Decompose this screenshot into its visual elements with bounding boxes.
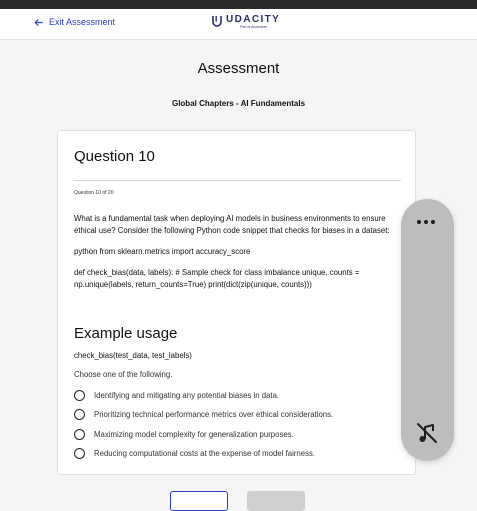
logo-subtext: Part of Accenture	[240, 25, 267, 29]
answer-option[interactable]	[74, 448, 404, 460]
example-usage-code: check_bias(test_data, test_labels)	[74, 351, 192, 360]
udacity-mark-icon	[212, 15, 222, 33]
answer-option-label: Identifying and mitigating any potential biases in data.	[94, 390, 280, 400]
answer-options	[74, 389, 404, 467]
top-header	[0, 9, 477, 40]
answer-option[interactable]	[74, 428, 404, 440]
page-title: Assessment	[197, 60, 280, 77]
radio-button[interactable]	[74, 390, 85, 401]
example-usage-heading: Example usage	[74, 325, 178, 342]
udacity-logo	[212, 15, 280, 33]
dot	[424, 220, 428, 224]
radio-button[interactable]	[74, 448, 85, 459]
question-paragraph: What is a fundamental task when deploying AI models in business environments to ensure ethical use? Consider the following Python code snippet that checks for biases in a dataset:	[74, 214, 390, 235]
question-body	[74, 213, 402, 300]
answer-option[interactable]	[74, 389, 404, 401]
dot	[417, 220, 421, 224]
question-card	[57, 130, 416, 475]
previous-button[interactable]	[170, 491, 228, 511]
exit-assessment-label: Exit Assessment	[49, 17, 116, 27]
answer-option-label: Reducing computational costs at the expense of model fairness.	[94, 449, 316, 458]
radio-button[interactable]	[74, 409, 85, 420]
music-off-icon[interactable]	[415, 421, 439, 450]
answer-option-label: Prioritizing technical performance metrics over ethical considerations.	[94, 410, 334, 419]
question-title: Question 10	[74, 148, 155, 165]
answer-instruction: Choose one of the following.	[74, 370, 173, 379]
question-code-function: def check_bias(data, labels): # Sample check for class imbalance unique, counts = np.unique(labels, return_counts=True) print(dict(zip(unique, counts)))	[74, 268, 360, 289]
arrow-left-icon	[34, 18, 43, 27]
radio-button[interactable]	[74, 429, 85, 440]
more-dots-icon[interactable]	[417, 220, 435, 224]
answer-option[interactable]	[74, 409, 404, 421]
question-code-import: python from sklearn.metrics import accuracy_score	[74, 247, 251, 256]
dot	[431, 220, 435, 224]
exit-assessment-link[interactable]	[34, 17, 115, 27]
page-subtitle: Global Chapters - AI Fundamentals	[171, 99, 306, 108]
question-count: Question 10 of 20	[74, 190, 114, 196]
next-button[interactable]	[247, 491, 305, 511]
question-divider	[74, 180, 401, 181]
browser-top-strip	[0, 0, 477, 9]
logo-text: UDACITY	[226, 14, 281, 25]
floating-control-panel	[401, 199, 454, 461]
answer-option-label: Maximizing model complexity for generalization purposes.	[94, 429, 294, 439]
